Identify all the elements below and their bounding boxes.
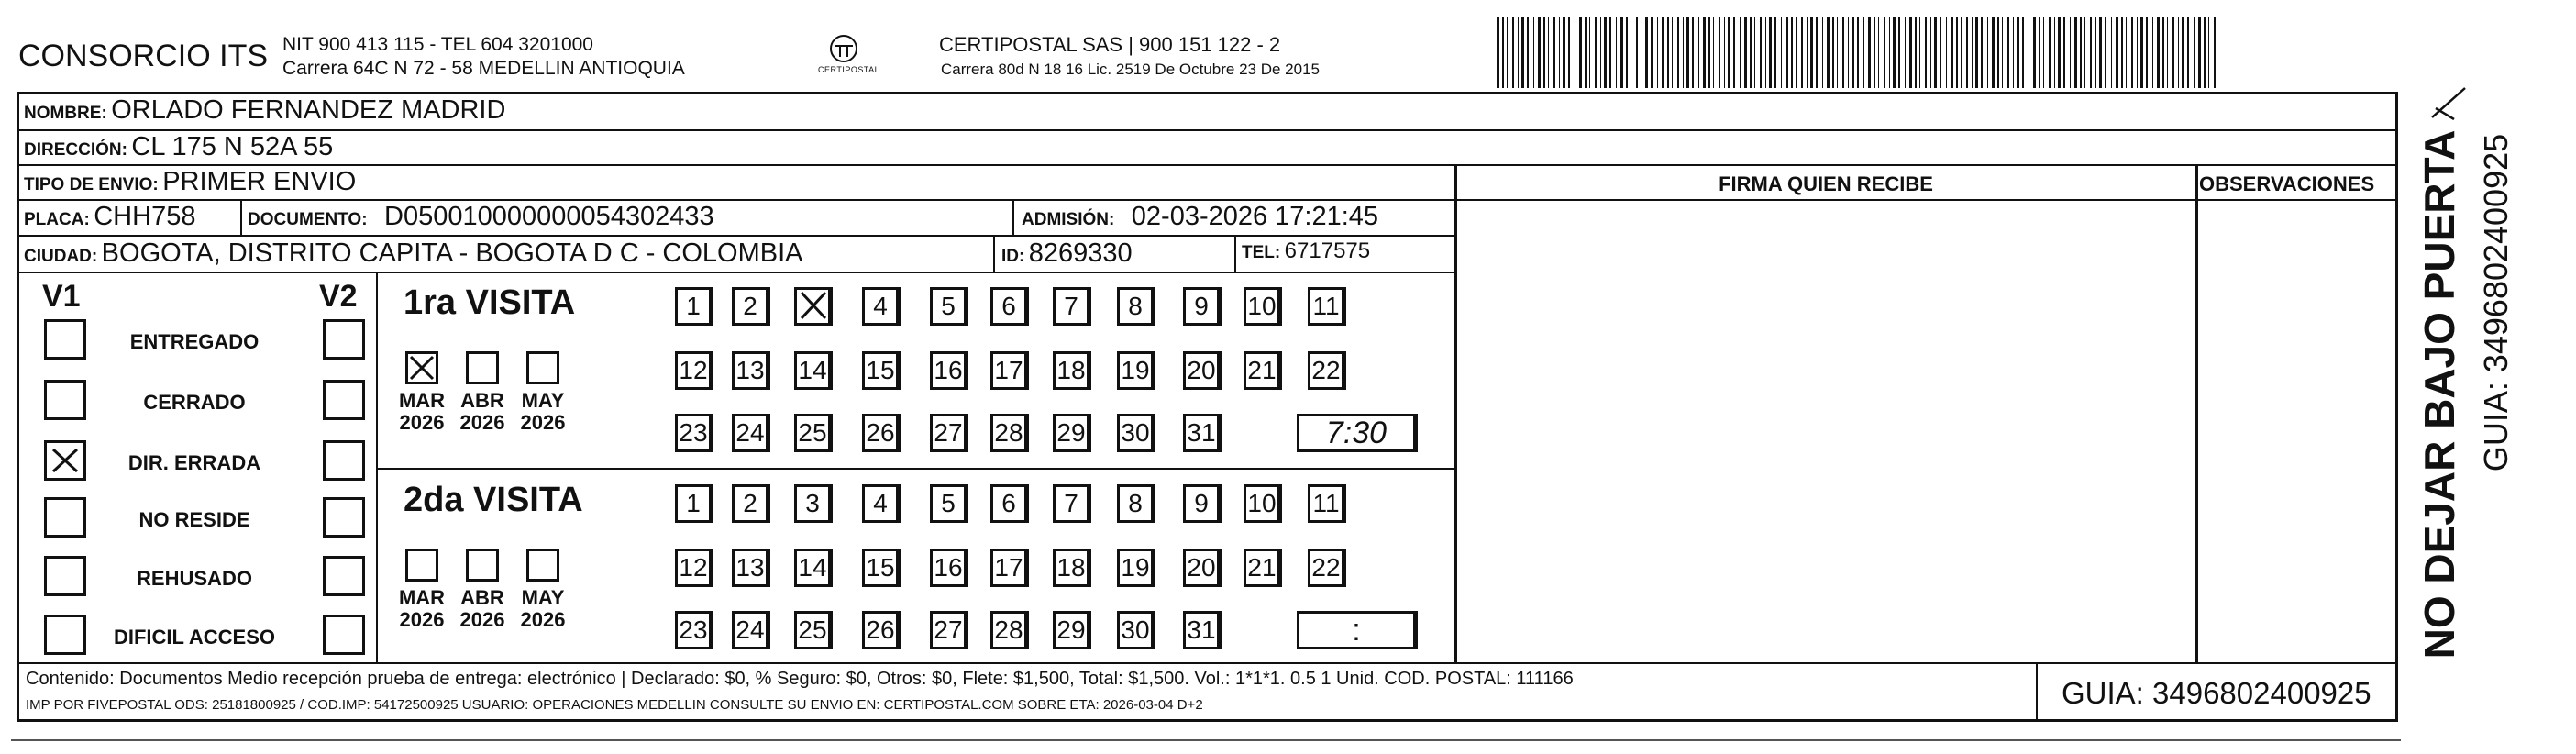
barcode-bar — [1744, 17, 1747, 88]
documento-label: DOCUMENTO: — [248, 210, 368, 229]
operator-address: Carrera 80d N 18 16 Lic. 2519 De Octubre 23 De 2015 — [941, 61, 1320, 78]
barcode-bar — [1966, 17, 1968, 88]
id-value: 8269330 — [1028, 238, 1133, 268]
day-box[interactable]: 18 — [1053, 351, 1091, 390]
barcode-bar — [1934, 17, 1937, 88]
footer-imp: IMP POR FIVEPOSTAL ODS: 25181800925 / COD.IMP: 54172500925 USUARIO: OPERACIONES MEDELLIN CONSULTE SU ENVIO EN: CERTIPOSTAL.COM SOBRE ETA: 2026-03-04 D+2 — [26, 697, 1203, 713]
barcode-bar — [1672, 17, 1673, 88]
ciudad-label: CIUDAD: — [24, 247, 98, 266]
tipo-label: TIPO DE ENVIO: — [24, 175, 159, 194]
barcode-bar — [1930, 17, 1931, 88]
barcode-bar — [1507, 17, 1508, 88]
barcode-bar — [1827, 17, 1830, 88]
day-box[interactable]: 11 — [1308, 484, 1346, 523]
day-box[interactable]: 25 — [794, 414, 833, 452]
day-box[interactable]: 7 — [1053, 484, 1091, 523]
month-label — [453, 390, 512, 434]
barcode-bar — [1909, 17, 1912, 88]
nombre-label: NOMBRE: — [24, 104, 107, 123]
day-box[interactable]: 29 — [1053, 414, 1091, 452]
checkmark-x-icon — [50, 446, 81, 475]
barcode-bar — [1568, 17, 1570, 88]
barcode-bar — [1698, 17, 1699, 88]
barcode-bar — [1600, 17, 1601, 88]
day-box[interactable]: 28 — [990, 611, 1029, 649]
day-box[interactable]: 28 — [990, 414, 1029, 452]
month-label — [392, 390, 451, 434]
footer-contenido: Contenido: Documentos Medio recepción prueba de entrega: electrónico | Declarado: $0, % Seguro: $0, Otros: $0, Flete: $1,500, Total: $1,500. Vol.: 1*1*1. 0.5 1 Unid. COD. POSTAL: 111166 — [26, 669, 1574, 689]
day-box[interactable]: 19 — [1117, 351, 1155, 390]
day-box[interactable]: 6 — [990, 484, 1029, 523]
barcode-bar — [1533, 17, 1534, 88]
day-box[interactable]: 15 — [862, 351, 901, 390]
barcode-bar — [2013, 17, 2014, 88]
month-label — [514, 587, 572, 631]
barcode-bar — [1807, 17, 1808, 88]
day-box[interactable]: 21 — [1244, 351, 1282, 390]
barcode-bar — [2194, 17, 2195, 88]
day-box[interactable]: 2 — [732, 484, 770, 523]
barcode-bar — [1692, 17, 1694, 88]
barcode-bar — [2214, 17, 2216, 88]
barcode-bar — [1981, 17, 1983, 88]
day-box[interactable]: 5 — [930, 287, 968, 326]
day-box[interactable]: 20 — [1183, 351, 1222, 390]
observaciones-header: OBSERVACIONES — [2199, 172, 2375, 195]
status-v1-checkbox[interactable] — [44, 615, 86, 655]
barcode-bar — [1905, 17, 1906, 88]
pen-mark-icon — [2427, 81, 2472, 127]
barcode-bar — [1585, 17, 1587, 88]
month-year: 2026 — [399, 608, 445, 632]
barcode-bar — [2152, 17, 2153, 88]
barcode-bar — [1852, 17, 1854, 88]
status-v1-checkbox[interactable] — [44, 497, 86, 538]
barcode-bar — [1915, 17, 1917, 88]
admision-row — [1022, 204, 1378, 230]
barcode-bar — [2187, 17, 2189, 88]
placa-row — [24, 204, 195, 230]
barcode-bar — [2105, 17, 2106, 88]
day-box[interactable]: 30 — [1117, 414, 1155, 452]
status-label: ENTREGADO — [129, 330, 260, 353]
visit-title: 1ra VISITA — [404, 283, 576, 322]
barcode-bar — [1563, 17, 1565, 88]
day-box[interactable]: 1 — [675, 484, 713, 523]
day-box[interactable]: 31 — [1183, 611, 1222, 649]
v1-label: V1 — [42, 279, 81, 314]
admision-label: ADMISIÓN: — [1022, 210, 1115, 229]
barcode-bar — [1961, 17, 1962, 88]
status-label: REHUSADO — [137, 567, 252, 590]
ciudad-value: BOGOTA, DISTRITO CAPITA - BOGOTA D C - COLOMBIA — [101, 238, 803, 268]
barcode-bar — [2017, 17, 2019, 88]
barcode-bar — [2172, 17, 2174, 88]
barcode-bar — [1786, 17, 1788, 88]
barcode-bar — [1719, 17, 1720, 88]
barcode-bar — [1925, 17, 1927, 88]
day-box[interactable]: 31 — [1183, 414, 1222, 452]
day-cross-mark-icon — [798, 289, 829, 322]
day-box[interactable]: 6 — [990, 287, 1029, 326]
barcode-bar — [2208, 17, 2209, 88]
day-box[interactable]: 8 — [1117, 287, 1155, 326]
month-checkbox[interactable] — [526, 549, 559, 582]
barcode-icon — [1497, 17, 2221, 88]
barcode-bar — [2084, 17, 2085, 88]
barcode-bar — [1662, 17, 1664, 88]
company-address: Carrera 64C N 72 - 58 MEDELLIN ANTIOQUIA — [282, 58, 685, 79]
barcode-bar — [1822, 17, 1823, 88]
day-box[interactable]: 10 — [1244, 287, 1282, 326]
documento-row — [248, 204, 714, 230]
barcode-bar — [1518, 17, 1519, 88]
day-box[interactable]: 4 — [862, 287, 901, 326]
status-label: DIR. ERRADA — [127, 451, 261, 474]
tipo-row — [24, 169, 356, 195]
barcode-bar — [1801, 17, 1803, 88]
time-box[interactable]: 7:30 — [1297, 414, 1418, 452]
barcode-bar — [1527, 17, 1529, 88]
day-box[interactable]: 16 — [930, 549, 968, 587]
barcode-bar — [1987, 17, 1988, 88]
placa-label: PLACA: — [24, 210, 90, 229]
id-row — [1001, 240, 1133, 267]
company-nit: NIT 900 413 115 - TEL 604 3201000 — [282, 34, 593, 55]
status-v1-checkbox[interactable] — [44, 319, 86, 360]
barcode-bar — [2095, 17, 2096, 88]
barcode-bar — [1521, 17, 1524, 88]
nombre-value: ORLADO FERNANDEZ MADRID — [111, 95, 506, 125]
company-name: CONSORCIO ITS — [18, 39, 269, 73]
barcode-bar — [1553, 17, 1555, 88]
barcode-bar — [1842, 17, 1844, 88]
status-v2-checkbox[interactable] — [323, 615, 365, 655]
barcode-bar — [1677, 17, 1679, 88]
barcode-bar — [1657, 17, 1658, 88]
day-box[interactable]: 10 — [1244, 484, 1282, 523]
barcode-bar — [1754, 17, 1755, 88]
barcode-bar — [1893, 17, 1896, 88]
status-v2-checkbox[interactable] — [323, 556, 365, 596]
status-v1-checkbox[interactable] — [44, 556, 86, 596]
barcode-bar — [2054, 17, 2055, 88]
barcode-bar — [2126, 17, 2127, 88]
barcode-bar — [1940, 17, 1941, 88]
day-box[interactable]: 16 — [930, 351, 968, 390]
status-v2-checkbox[interactable] — [323, 319, 365, 360]
barcode-bar — [1651, 17, 1653, 88]
day-box[interactable]: 27 — [930, 611, 968, 649]
barcode-bar — [1919, 17, 1920, 88]
month-name: MAY — [521, 389, 565, 412]
nombre-row — [24, 97, 505, 124]
barcode-bar — [1497, 17, 1499, 88]
barcode-bar — [2074, 17, 2077, 88]
month-name: ABR — [460, 389, 504, 412]
barcode-bar — [1956, 17, 1958, 88]
barcode-bar — [1769, 17, 1772, 88]
no-dejar-bajo-puerta: NO DEJAR BAJO PUERTA — [2416, 129, 2463, 660]
barcode-bar — [2063, 17, 2065, 88]
day-box[interactable]: 23 — [675, 414, 713, 452]
documento-value: D050010000000054302433 — [384, 202, 714, 231]
day-box[interactable]: 9 — [1183, 484, 1222, 523]
day-box[interactable]: 20 — [1183, 549, 1222, 587]
status-label: NO RESIDE — [138, 508, 250, 531]
visit-title: 2da VISITA — [404, 481, 583, 519]
barcode-bar — [2167, 17, 2168, 88]
barcode-bar — [2043, 17, 2044, 88]
barcode-bar — [2090, 17, 2092, 88]
barcode-bar — [2131, 17, 2133, 88]
month-year: 2026 — [520, 411, 566, 435]
barcode-bar — [1548, 17, 1549, 88]
day-box[interactable]: 9 — [1183, 287, 1222, 326]
day-box[interactable]: 24 — [732, 414, 770, 452]
day-box[interactable]: 4 — [862, 484, 901, 523]
barcode-bar — [1609, 17, 1611, 88]
barcode-bar — [1703, 17, 1706, 88]
observations-area[interactable] — [2199, 202, 2394, 660]
tipo-value: PRIMER ENVIO — [162, 167, 357, 196]
barcode-bar — [1975, 17, 1978, 88]
barcode-bar — [1972, 17, 1973, 88]
barcode-bar — [1724, 17, 1725, 88]
barcode-bar — [2182, 17, 2184, 88]
v2-label: V2 — [319, 279, 358, 314]
barcode-bar — [2162, 17, 2164, 88]
day-box[interactable]: 14 — [794, 351, 833, 390]
month-name: MAY — [521, 586, 565, 609]
barcode-bar — [2007, 17, 2009, 88]
day-box[interactable]: 15 — [862, 549, 901, 587]
barcode-bar — [1728, 17, 1730, 88]
month-name: MAR — [398, 389, 446, 412]
barcode-bar — [2111, 17, 2112, 88]
status-v2-checkbox[interactable] — [323, 497, 365, 538]
barcode-bar — [1579, 17, 1582, 88]
barcode-bar — [1543, 17, 1545, 88]
tel-value: 6717575 — [1284, 238, 1371, 263]
day-box[interactable]: 14 — [794, 549, 833, 587]
day-box[interactable]: 2 — [732, 287, 770, 326]
barcode-bar — [1604, 17, 1607, 88]
barcode-bar — [1992, 17, 1995, 88]
barcode-bar — [2140, 17, 2143, 88]
day-box[interactable]: 5 — [930, 484, 968, 523]
barcode-bar — [2002, 17, 2003, 88]
barcode-bar — [1750, 17, 1752, 88]
status-v2-checkbox[interactable] — [323, 440, 365, 481]
month-checkbox[interactable] — [405, 549, 438, 582]
day-box[interactable]: 8 — [1117, 484, 1155, 523]
barcode-bar — [2116, 17, 2118, 88]
signature-area[interactable] — [1458, 202, 2195, 660]
barcode-bar — [2146, 17, 2148, 88]
barcode-bar — [2022, 17, 2024, 88]
day-box[interactable]: 18 — [1053, 549, 1091, 587]
tel-label: TEL: — [1242, 243, 1281, 262]
barcode-bar — [1765, 17, 1766, 88]
barcode-bar — [2157, 17, 2160, 88]
direccion-label: DIRECCIÓN: — [24, 140, 127, 160]
day-box[interactable]: 27 — [930, 414, 968, 452]
day-box[interactable]: 30 — [1117, 611, 1155, 649]
month-label — [392, 587, 451, 631]
barcode-bar — [2121, 17, 2123, 88]
footer-guia: GUIA: 3496802400925 — [2062, 676, 2371, 710]
day-box[interactable]: 19 — [1117, 549, 1155, 587]
barcode-bar — [1708, 17, 1710, 88]
direccion-row — [24, 134, 333, 161]
day-box[interactable]: 11 — [1308, 287, 1346, 326]
barcode-bar — [1857, 17, 1859, 88]
barcode-bar — [1863, 17, 1864, 88]
barcode-bar — [1774, 17, 1776, 88]
barcode-bar — [2058, 17, 2061, 88]
barcode-bar — [1791, 17, 1793, 88]
side-guia: GUIA: 3496802400925 — [2477, 133, 2515, 472]
barcode-bar — [1878, 17, 1879, 88]
month-label — [453, 587, 512, 631]
logo-caption: CERTIPOSTAL — [818, 65, 880, 74]
day-box[interactable]: 21 — [1244, 549, 1282, 587]
barcode-bar — [1760, 17, 1762, 88]
tel-row — [1242, 240, 1370, 262]
month-name: ABR — [460, 586, 504, 609]
day-box[interactable]: 26 — [862, 611, 901, 649]
barcode-bar — [2178, 17, 2179, 88]
status-v1-checkbox[interactable] — [44, 380, 86, 420]
barcode-bar — [2198, 17, 2201, 88]
barcode-bar — [1636, 17, 1638, 88]
checkmark-x-icon — [407, 353, 437, 383]
certipostal-logo — [807, 33, 880, 79]
month-checkbox[interactable] — [466, 549, 499, 582]
day-box[interactable]: 22 — [1308, 549, 1346, 587]
month-year: 2026 — [459, 411, 505, 435]
operator-name: CERTIPOSTAL SAS | 900 151 122 - 2 — [939, 33, 1281, 56]
barcode-bar — [1951, 17, 1953, 88]
id-label: ID: — [1001, 247, 1025, 266]
barcode-bar — [1538, 17, 1541, 88]
admision-value: 02-03-2026 17:21:45 — [1131, 202, 1379, 231]
barcode-bar — [1733, 17, 1735, 88]
barcode-bar — [1559, 17, 1560, 88]
barcode-bar — [1796, 17, 1797, 88]
day-box[interactable]: 12 — [675, 549, 713, 587]
day-box[interactable]: 13 — [732, 549, 770, 587]
month-year: 2026 — [459, 608, 505, 632]
day-box[interactable]: 22 — [1308, 351, 1346, 390]
month-year: 2026 — [520, 608, 566, 632]
barcode-bar — [2204, 17, 2206, 88]
placa-value: CHH758 — [94, 202, 196, 231]
time-box[interactable]: : — [1297, 611, 1418, 649]
barcode-bar — [1884, 17, 1885, 88]
status-label: DIFICIL ACCESO — [113, 626, 275, 649]
month-year: 2026 — [399, 411, 445, 435]
barcode-bar — [2137, 17, 2138, 88]
barcode-bar — [2099, 17, 2102, 88]
barcode-bar — [1816, 17, 1818, 88]
day-box[interactable]: 29 — [1053, 611, 1091, 649]
direccion-value: CL 175 N 52A 55 — [131, 132, 334, 161]
barcode-bar — [2039, 17, 2040, 88]
month-checkbox[interactable] — [526, 351, 559, 384]
day-box[interactable]: 24 — [732, 611, 770, 649]
day-box[interactable]: 26 — [862, 414, 901, 452]
day-box[interactable]: 1 — [675, 287, 713, 326]
barcode-bar — [1832, 17, 1834, 88]
barcode-bar — [1837, 17, 1838, 88]
barcode-bar — [1686, 17, 1689, 88]
barcode-bar — [1946, 17, 1947, 88]
barcode-bar — [2070, 17, 2071, 88]
barcode-bar — [1874, 17, 1875, 88]
day-box[interactable]: 13 — [732, 351, 770, 390]
barcode-bar — [1898, 17, 1900, 88]
day-box[interactable]: 17 — [990, 549, 1029, 587]
month-label — [514, 390, 572, 434]
barcode-bar — [1683, 17, 1684, 88]
barcode-bar — [1512, 17, 1514, 88]
barcode-bar — [1589, 17, 1590, 88]
barcode-bar — [1667, 17, 1669, 88]
day-box[interactable]: 7 — [1053, 287, 1091, 326]
barcode-bar — [1713, 17, 1714, 88]
barcode-bar — [2080, 17, 2082, 88]
month-checkbox[interactable] — [466, 351, 499, 384]
barcode-bar — [1740, 17, 1741, 88]
status-label: CERRADO — [143, 391, 246, 414]
barcode-bar — [1810, 17, 1813, 88]
barcode-bar — [1645, 17, 1648, 88]
barcode-bar — [2033, 17, 2036, 88]
day-box[interactable]: 23 — [675, 611, 713, 649]
barcode-bar — [1626, 17, 1628, 88]
barcode-bar — [2049, 17, 2051, 88]
barcode-bar — [1868, 17, 1871, 88]
barcode-bar — [1781, 17, 1782, 88]
barcode-bar — [1889, 17, 1890, 88]
barcode-bar — [1502, 17, 1504, 88]
ciudad-row — [24, 240, 803, 267]
month-name: MAR — [398, 586, 446, 609]
barcode-bar — [1595, 17, 1597, 88]
barcode-bar — [1848, 17, 1849, 88]
day-box[interactable]: 17 — [990, 351, 1029, 390]
day-box[interactable]: 3 — [794, 484, 833, 523]
day-box[interactable]: 25 — [794, 611, 833, 649]
barcode-bar — [1616, 17, 1617, 88]
barcode-bar — [1620, 17, 1623, 88]
barcode-bar — [1997, 17, 1999, 88]
status-v2-checkbox[interactable] — [323, 380, 365, 420]
firma-header: FIRMA QUIEN RECIBE — [1719, 172, 1933, 195]
day-box[interactable]: 12 — [675, 351, 713, 390]
